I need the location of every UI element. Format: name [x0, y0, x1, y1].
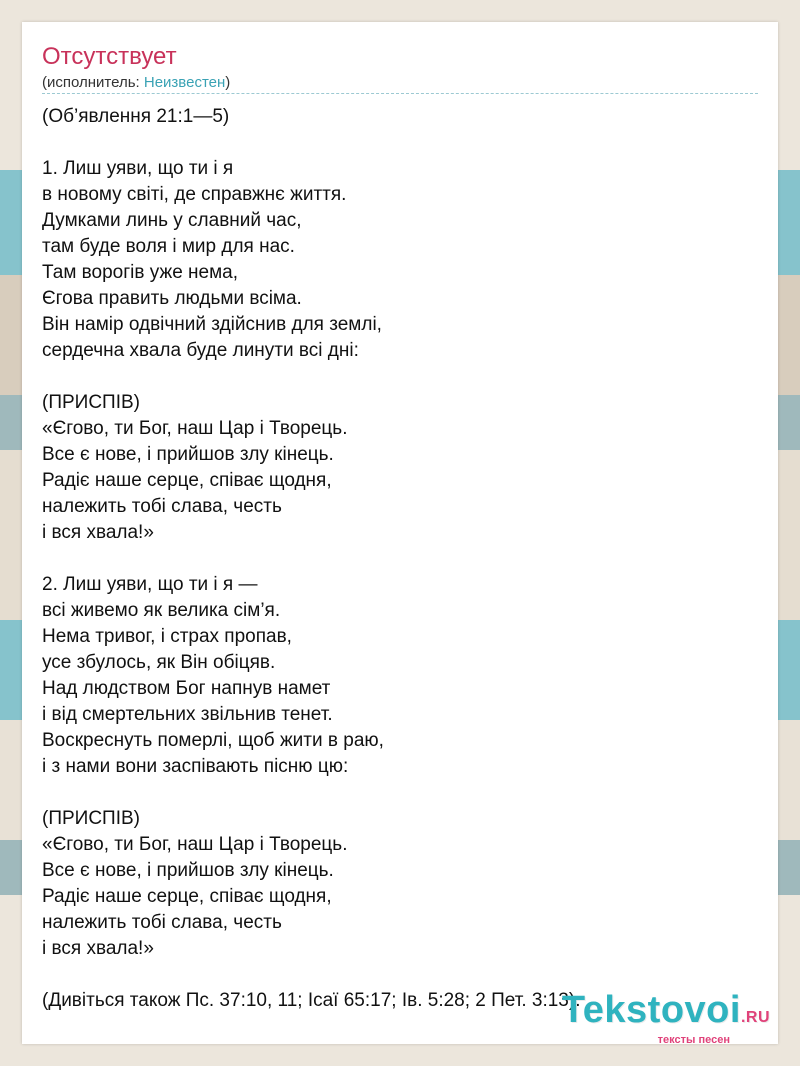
performer-link[interactable]: Неизвестен — [143, 74, 226, 91]
header-divider — [42, 93, 758, 94]
performer-suffix: ) — [225, 74, 231, 91]
watermark-brand: Tekstovoi — [561, 989, 741, 1031]
site-watermark — [562, 990, 770, 1046]
performer-line — [42, 73, 230, 93]
song-title: Отсутствует — [42, 43, 177, 70]
performer-prefix: (исполнитель: — [42, 74, 144, 91]
watermark-logo — [562, 990, 770, 1038]
lyrics-card — [22, 22, 778, 1044]
watermark-tagline: тексты песен — [657, 1034, 730, 1046]
watermark-tld: .RU — [740, 1009, 770, 1026]
lyrics-text: (Об’явлення 21:1—5) 1. Лиш уяви, що ти і я в новому світі, де справжнє життя. Думками линь у славний час, там буде воля і мир для нас. Там ворогів уже нема, Єгова править людьми всіма. Він намір одвічний здійснив для землі, сердечна хвала буде линути всі дні: (ПРИСПІВ) «Єгово, ти Бог, наш Цар і Творець. Все є нове, і прийшов злу кінець. Радіє наше серце, співає щодня, належить тобі слава, честь і вся хвала!» 2. Лиш уяви, що ти і я — всі живемо як велика сім’я. Нема тривог, і страх пропав, усе збулось, як Він обіцяв. Над людством Бог напнув намет і від смертельних звільнив тенет. Воскреснуть померлі, щоб жити в раю, і з нами вони заспівають пісню цю: (ПРИСПІВ) «Єгово, ти Бог, наш Цар і Творець. Все є нове, і прийшов злу кінець. Радіє наше серце, співає щодня, належить тобі слава, честь і вся хвала!» (Дивіться також Пс. 37:10, 11; Ісаї 65:17; Ів. 5:28; 2 Пет. 3:13). — [42, 106, 581, 1011]
